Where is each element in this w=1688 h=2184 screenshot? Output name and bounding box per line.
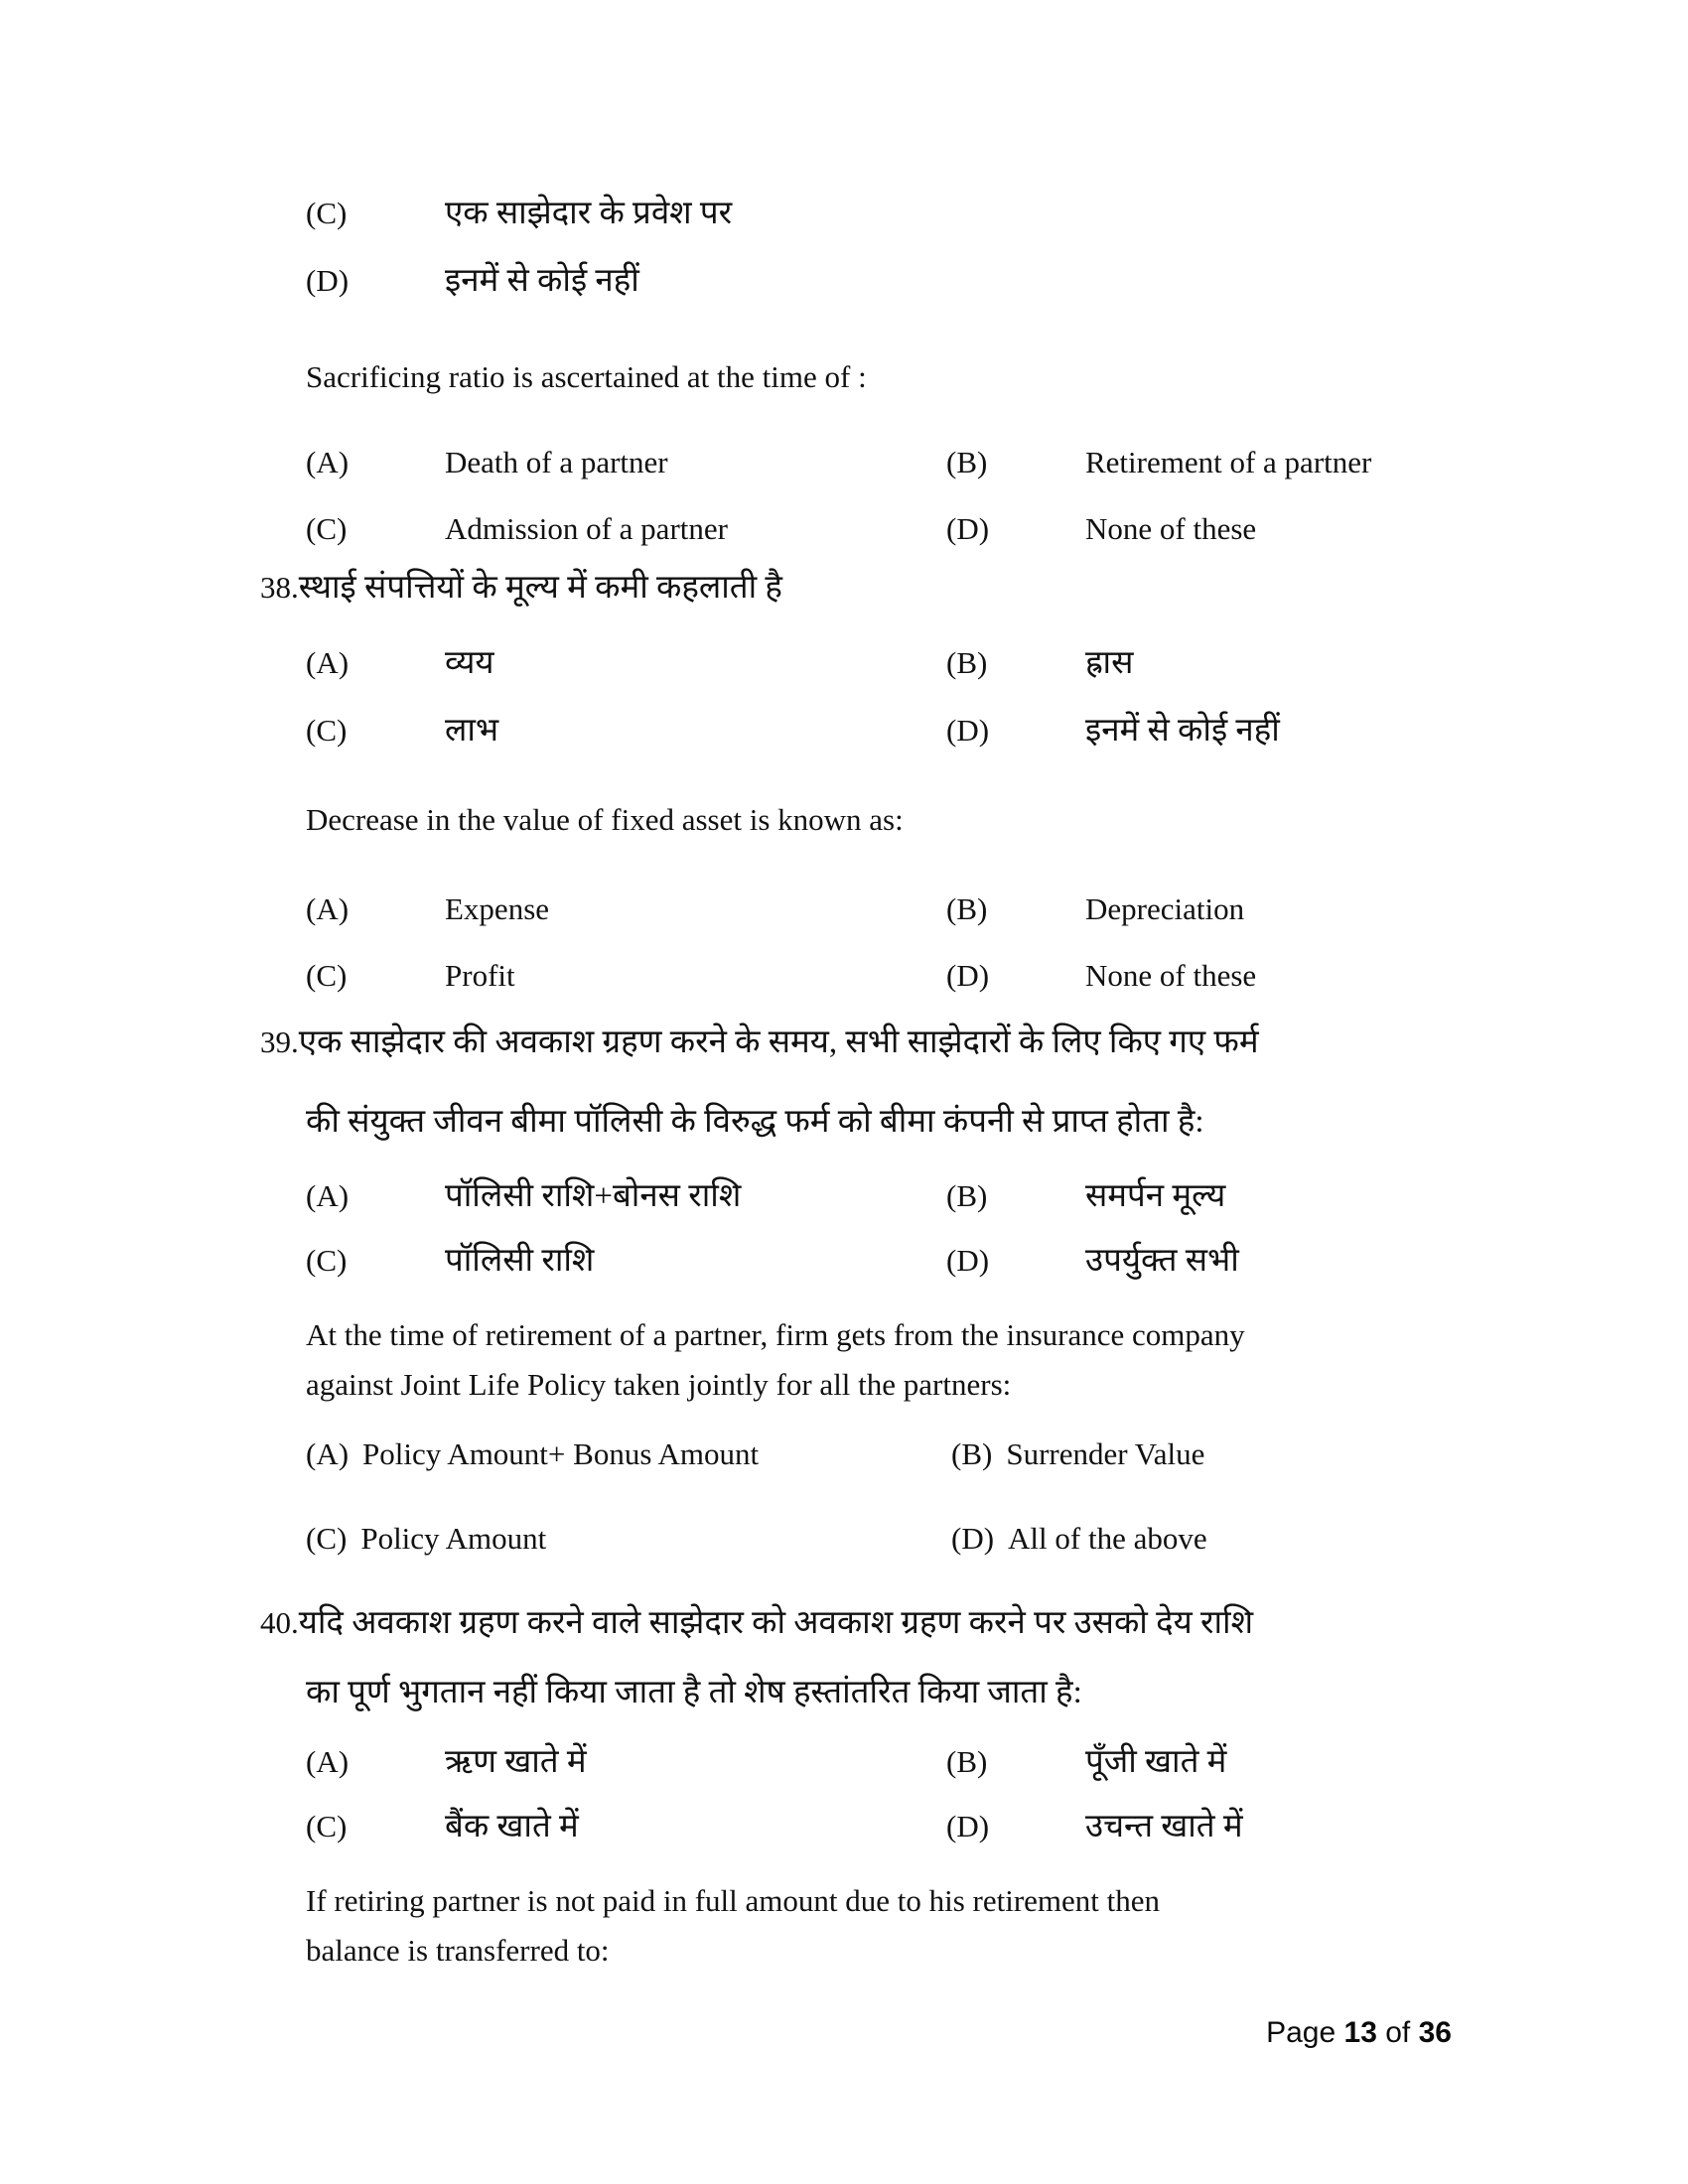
option-text: Admission of a partner [445,511,728,546]
option-text: ह्रास [1085,645,1134,681]
option-label: (D) [951,1521,995,1556]
option-text: बैंक खाते में [445,1809,579,1844]
option-label: (C) [306,958,348,993]
option-text: Policy Amount+ Bonus Amount [362,1436,760,1471]
option-label: (B) [951,1436,993,1471]
q39-english-stem-line1 [306,1313,1569,1357]
option [306,1517,951,1561]
option-text: एक साझेदार के प्रवेश पर [445,196,733,231]
option-text: Expense [445,891,550,926]
stem-text: एक साझेदार की अवकाश ग्रहण करने के समय, सभी साझेदारों के लिए किए गए फर्म [298,1024,1259,1060]
stem-text: Decrease in the value of fixed asset is known as: [306,802,904,837]
option-text: समर्पन मूल्य [1085,1178,1226,1214]
option-text: पूँजी खाते में [1085,1744,1227,1780]
stem-text: balance is transferred to: [306,1933,610,1968]
q39-stem-line2 [306,1100,1569,1144]
option-text: Depreciation [1085,891,1245,926]
option-label: (C) [306,196,348,230]
q39-english-stem-line2 [306,1363,1569,1407]
question-number: 39. [260,1024,299,1059]
footer-of-label: of [1385,2016,1411,2049]
option-text: पॉलिसी राशि+बोनस राशि [445,1178,742,1214]
option-text: इनमें से कोई नहीं [445,263,639,299]
option-text: Death of a partner [445,445,668,479]
option-label: (A) [306,1178,350,1213]
option-label: (A) [306,891,350,926]
option-label: (C) [306,1809,348,1843]
q37-option-row-d [306,259,1569,303]
option-text: पॉलिसी राशि [445,1243,595,1279]
q38-english-option-row-ab [306,887,1569,931]
stem-text: की संयुक्त जीवन बीमा पॉलिसी के विरुद्ध फर्म को बीमा कंपनी से प्राप्त होता है: [306,1104,1204,1140]
stem-text: If retiring partner is not paid in full amount due to his retirement then [306,1883,1161,1918]
option-label: (C) [306,1521,348,1556]
option-label: (B) [946,1178,988,1213]
option-text: Surrender Value [1006,1436,1205,1471]
q40-english-stem-line2 [306,1929,1569,1973]
stem-text: स्थाई संपत्तियों के मूल्य में कमी कहलाती है [298,570,782,606]
option-label: (D) [946,1243,990,1278]
q38-hindi-option-row-cd [306,709,1569,752]
option-text: ऋण खाते में [445,1744,587,1780]
option-label: (A) [306,445,350,479]
option-label: (D) [946,958,990,993]
q39-english-option-row-ab [306,1433,1569,1476]
stem-text: against Joint Life Policy taken jointly for all the partners: [306,1367,1012,1402]
stem-text: यदि अवकाश ग्रहण करने वाले साझेदार को अवकाश ग्रहण करने पर उसको देय राशि [298,1605,1254,1641]
option [306,1433,951,1476]
option-label: (D) [946,713,990,748]
option-text: लाभ [445,713,499,749]
footer-total-pages: 36 [1418,2016,1452,2049]
option-label: (B) [946,445,988,479]
option-text: Policy Amount [360,1521,547,1556]
option-label: (A) [306,1436,350,1471]
q39-english-option-row-cd [306,1517,1569,1561]
question-number: 40. [260,1605,299,1640]
q38-english-stem [306,798,1569,842]
q37-english-option-row-cd [306,507,1569,551]
option-label: (D) [946,511,990,546]
q39-hindi-option-row-cd [306,1239,1569,1283]
option-label: (B) [946,645,988,680]
q37-english-option-row-ab [306,441,1569,484]
stem-text: का पूर्ण भुगतान नहीं किया जाता है तो शेष हस्तांतरित किया जाता है: [306,1675,1082,1710]
option-text: None of these [1085,958,1257,993]
question-number: 38. [260,570,299,605]
q37-option-row-c [306,192,1569,235]
stem-text: Sacrificing ratio is ascertained at the time of : [306,359,867,394]
option-label: (C) [306,511,348,546]
option-text: व्यय [445,645,494,681]
option-label: (A) [306,1744,350,1779]
q38-english-option-row-cd [306,954,1569,998]
option-text: None of these [1085,511,1257,546]
option-label: (C) [306,713,348,748]
footer-page-number: 13 [1343,2016,1377,2049]
option [951,1517,1569,1561]
option-label: (B) [946,1744,988,1779]
q38-hindi-option-row-ab [306,641,1569,685]
option-text: उचन्त खाते में [1085,1809,1243,1844]
q39-hindi-option-row-ab [306,1174,1569,1218]
q40-english-stem-line1 [306,1879,1569,1923]
option-text: Profit [445,958,515,993]
q37-english-stem [306,355,1569,399]
q38-stem [260,566,1569,610]
stem-text: At the time of retirement of a partner, firm gets from the insurance company [306,1317,1245,1352]
option-text: All of the above [1008,1521,1207,1556]
option [951,1433,1569,1476]
q40-stem-line1 [260,1601,1569,1645]
option-label: (D) [306,263,350,298]
q40-hindi-option-row-ab [306,1740,1569,1784]
option-text: इनमें से कोई नहीं [1085,713,1280,749]
q39-stem-line1 [260,1021,1569,1064]
q40-stem-line2 [306,1671,1569,1714]
option-label: (B) [946,891,988,926]
option-label: (C) [306,1243,348,1278]
page-footer [953,2013,1452,2053]
footer-page-label: Page [1266,2016,1336,2049]
option-label: (A) [306,645,350,680]
option-text: Retirement of a partner [1085,445,1372,479]
option-label: (D) [946,1809,990,1843]
q40-hindi-option-row-cd [306,1805,1569,1848]
option-text: उपर्युक्त सभी [1085,1243,1239,1279]
